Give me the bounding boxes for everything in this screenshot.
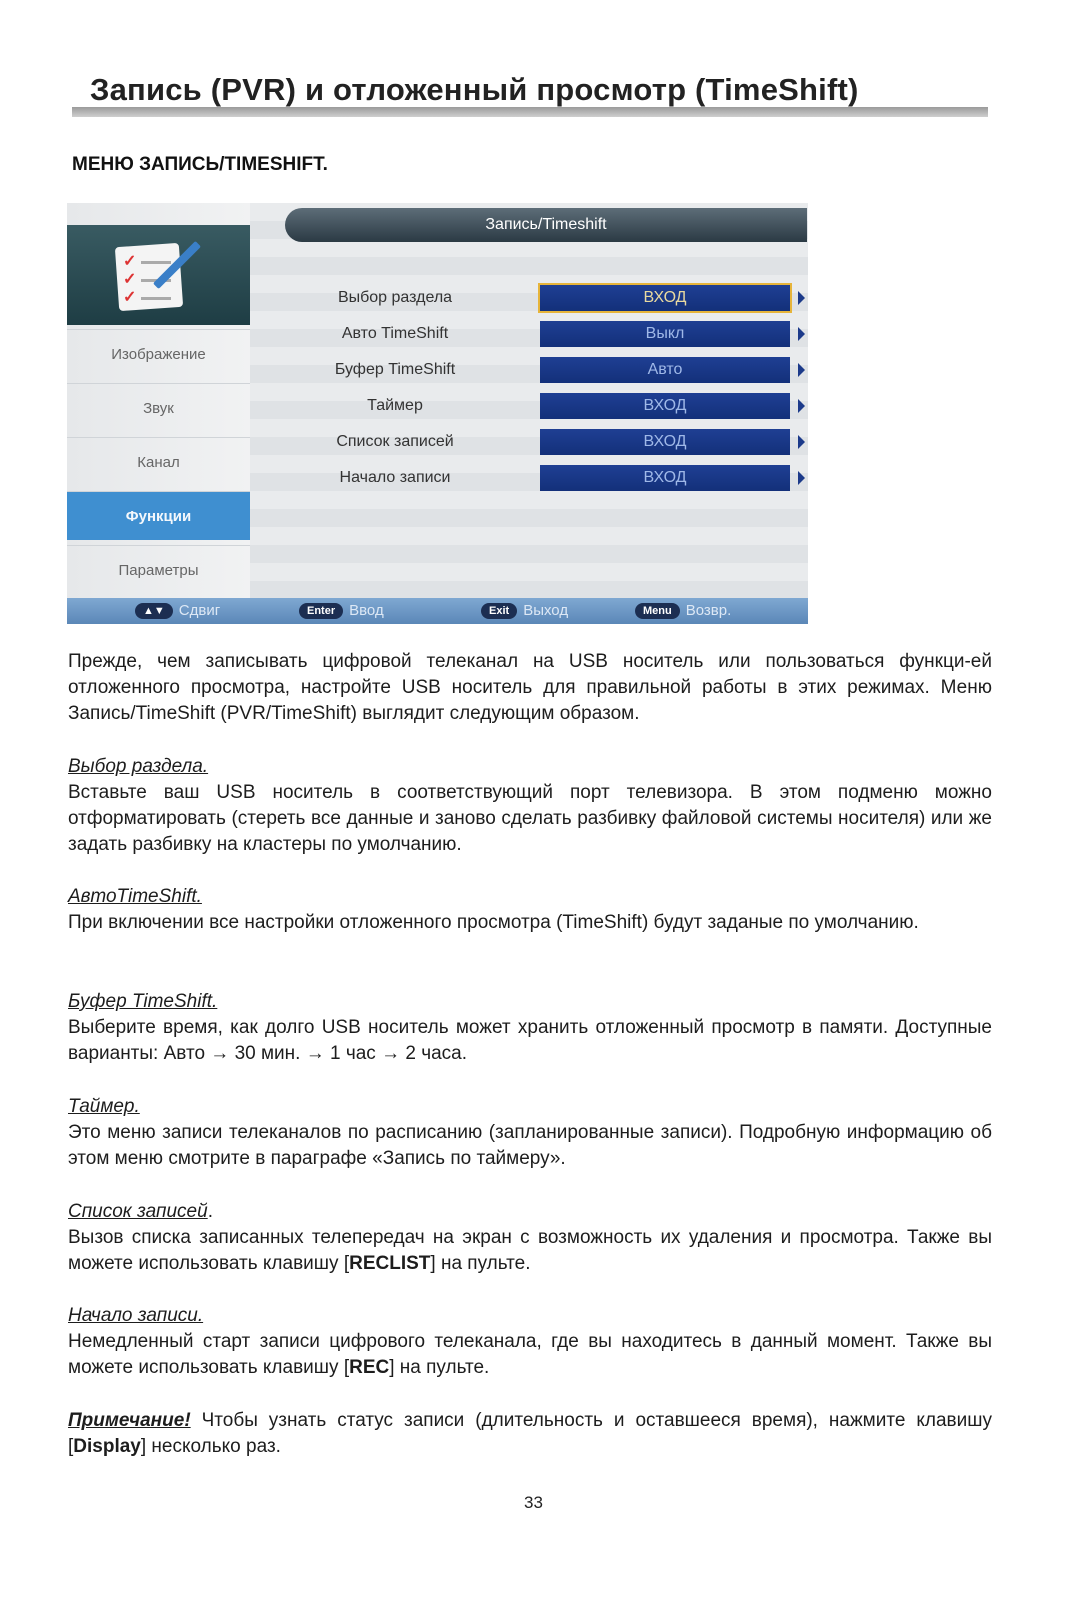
section-text: Выберите время, как долго USB носитель может хранить отложенный просмотр в памяти. Доступные варианты: Авто → 30 мин. → 1 час → 2 часа. xyxy=(68,1017,992,1064)
section-text: При включении все настройки отложенного просмотра (TimeShift) будут заданые по умолчанию. xyxy=(68,912,919,933)
checklist-icon: ✓ ✓ ✓ xyxy=(67,225,250,325)
section-text: Немедленный старт записи цифрового телеканала, где вы находитесь в данный момент. Также вы можете использовать клавишу [ xyxy=(68,1331,992,1378)
tv-hint-label: Сдвиг xyxy=(178,602,221,619)
tv-row-timer xyxy=(250,393,808,421)
section-title: МЕНЮ ЗАПИСЬ/TIMESHIFT. xyxy=(72,154,328,175)
intro-paragraph: Прежде, чем записывать цифровой телеканал на USB носитель или пользоваться функци-ей отложенного просмотра, настройте USB носитель для правильной работы в этих режимах. Меню Запись/TimeShift (PVR/TimeShift) выглядит следующим образом. xyxy=(68,651,992,724)
tv-row-partition xyxy=(250,285,808,313)
remote-key: Display xyxy=(73,1436,141,1457)
page-number: 33 xyxy=(524,1493,543,1512)
note-text-end: ] несколько раз. xyxy=(140,1436,281,1457)
tv-row-start-record xyxy=(250,465,808,493)
tv-row-label: Буфер TimeShift xyxy=(334,361,456,378)
tv-key-badge: Enter xyxy=(299,603,343,619)
section-text: Вставьте ваш USB носитель в соответствующий порт телевизора. В этом подменю можно отформатировать (стереть все данные и заново сделать разбивку файловой системы носителя) или же задать разбивку на кластеры по умолчанию. xyxy=(68,782,992,855)
tv-category-functions: Функции xyxy=(67,491,250,540)
tv-menu-title: Запись/Timeshift xyxy=(285,208,807,242)
note-text: Чтобы узнать статус записи (длительность и оставшееся время), нажмите клавишу [ xyxy=(68,1410,992,1457)
tv-key-badge: Exit xyxy=(481,603,517,619)
tv-category-channel: Канал xyxy=(67,437,250,486)
tv-row-label: Авто TimeShift xyxy=(341,325,449,342)
section-heading: Список записей xyxy=(68,1201,208,1222)
tv-hint-enter xyxy=(299,602,384,619)
tv-row-value: Авто xyxy=(540,357,790,383)
remote-key: REC xyxy=(349,1357,390,1378)
section-heading-suffix: . xyxy=(207,1201,213,1222)
title-underline xyxy=(72,107,988,117)
section-heading: Буфер TimeShift. xyxy=(68,991,218,1012)
arrow-right-icon xyxy=(798,399,805,413)
section-record-list xyxy=(68,1199,992,1277)
tv-row-value: ВХОД xyxy=(540,285,790,311)
tv-hint-bar xyxy=(67,598,808,624)
section-text: Это меню записи телеканалов по расписанию (запланированные записи). Подробную информацию об этом меню смотрите в параграфе «Запись по таймеру». xyxy=(68,1122,992,1169)
tv-hint-label: Ввод xyxy=(349,602,384,619)
tv-row-record-list xyxy=(250,429,808,457)
tv-hint-label: Выход xyxy=(523,602,569,619)
section-timeshift-buffer xyxy=(68,989,992,1067)
tv-category-sound: Звук xyxy=(67,383,250,432)
section-text: Вызов списка записанных телепередач на экран с возможность их удаления и просмотра. Также вы можете использовать клавишу [ xyxy=(68,1227,992,1274)
tv-category-image: Изображение xyxy=(67,329,250,378)
tv-row-value: ВХОД xyxy=(540,393,790,419)
tv-key-badge: ▲▼ xyxy=(135,603,173,619)
tv-hint-label: Возвр. xyxy=(685,602,732,619)
remote-key: RECLIST xyxy=(349,1253,431,1274)
arrow-right-icon xyxy=(798,363,805,377)
arrow-right-icon xyxy=(798,327,805,341)
tv-hint-move xyxy=(135,602,220,619)
tv-row-label: Выбор раздела xyxy=(337,289,453,306)
tv-row-auto-timeshift xyxy=(250,321,808,349)
section-partition xyxy=(68,754,992,858)
tv-row-label: Таймер xyxy=(367,397,423,414)
tv-row-value: ВХОД xyxy=(540,429,790,455)
section-text-end: ] на пульте. xyxy=(430,1253,531,1274)
tv-row-label: Начало записи xyxy=(339,469,451,486)
note-paragraph xyxy=(68,1408,992,1460)
note-heading: Примечание! xyxy=(68,1410,191,1431)
tv-category-parameters: Параметры xyxy=(67,545,250,594)
tv-menu-screenshot xyxy=(67,203,808,624)
tv-row-value: ВХОД xyxy=(540,465,790,491)
section-heading: Начало записи. xyxy=(68,1305,204,1326)
arrow-right-icon xyxy=(798,291,805,305)
tv-hint-exit xyxy=(481,602,568,619)
arrow-right-icon xyxy=(798,471,805,485)
section-timer xyxy=(68,1094,992,1172)
section-auto-timeshift xyxy=(68,884,992,936)
tv-row-timeshift-buffer xyxy=(250,357,808,385)
tv-key-badge: Menu xyxy=(635,603,680,619)
section-heading: Таймер. xyxy=(68,1096,140,1117)
tv-row-label: Список записей xyxy=(336,433,454,450)
section-heading: АвтоTimeShift. xyxy=(68,886,202,907)
page-title: Запись (PVR) и отложенный просмотр (TimeShift) xyxy=(90,72,859,107)
tv-row-value: Выкл xyxy=(540,321,790,347)
section-start-record xyxy=(68,1303,992,1381)
tv-hint-return xyxy=(635,602,731,619)
section-text-end: ] на пульте. xyxy=(389,1357,490,1378)
arrow-right-icon xyxy=(798,435,805,449)
section-heading: Выбор раздела. xyxy=(68,756,209,777)
